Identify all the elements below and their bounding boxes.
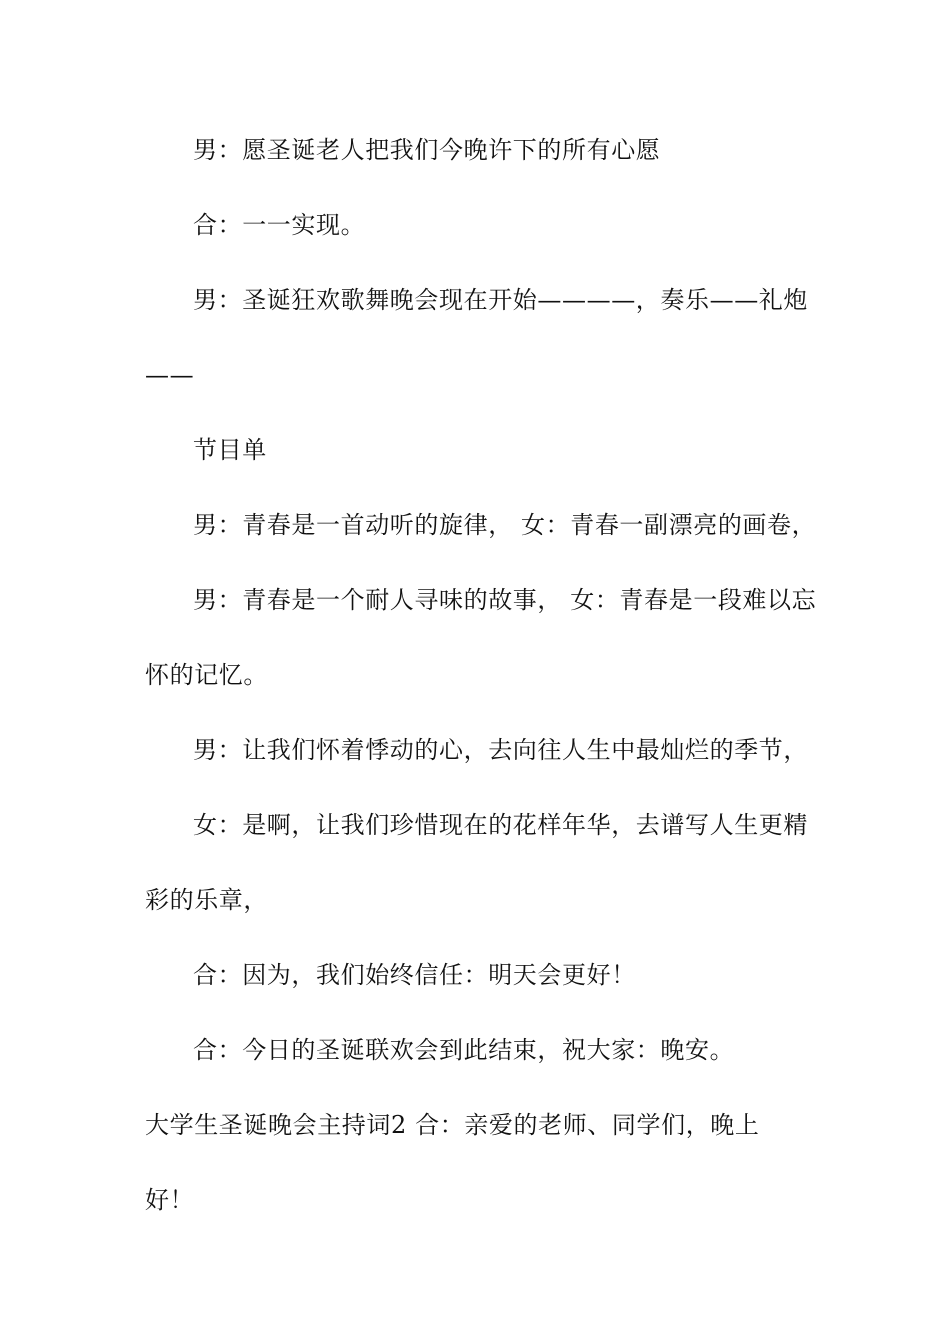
text-line-9: 男：让我们怀着悸动的心，去向往人生中最灿烂的季节， xyxy=(193,736,808,764)
text-line-13: 合：今日的圣诞联欢会到此结束，祝大家：晚安。 xyxy=(193,1036,735,1064)
text-line-7: 男：青春是一个耐人寻味的故事， 女：青春是一段难以忘 xyxy=(193,586,817,614)
text-line-4: —— xyxy=(145,361,195,389)
text-line-2: 合：一一实现。 xyxy=(193,211,366,239)
text-line-14: 大学生圣诞晚会主持词2 合：亲爱的老师、同学们，晚上 xyxy=(145,1111,760,1139)
text-line-10: 女：是啊，让我们珍惜现在的花样年华，去谱写人生更精 xyxy=(193,811,808,839)
text-line-8: 怀的记忆。 xyxy=(145,661,268,689)
text-line-15: 好！ xyxy=(145,1186,195,1214)
text-line-11: 彩的乐章， xyxy=(145,886,268,914)
text-line-1: 男：愿圣诞老人把我们今晚许下的所有心愿 xyxy=(193,136,661,164)
text-line-3: 男：圣诞狂欢歌舞晚会现在开始————，奏乐——礼炮 xyxy=(193,286,808,314)
section-heading: 节目单 xyxy=(193,436,267,464)
text-line-6: 男：青春是一首动听的旋律， 女：青春一副漂亮的画卷， xyxy=(193,511,817,539)
text-line-12: 合：因为，我们始终信任：明天会更好！ xyxy=(193,961,636,989)
